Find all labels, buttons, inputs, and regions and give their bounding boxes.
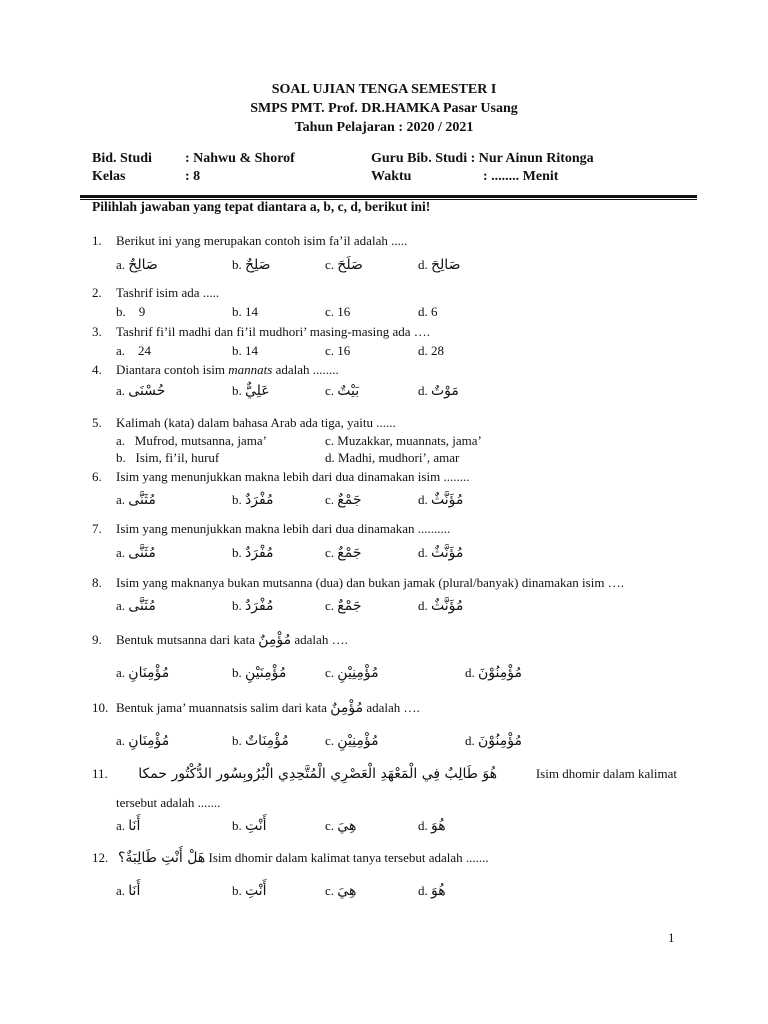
option-b: b. مُفْرَدٌ [232,545,274,561]
question-text: Isim dhomir dalam kalimat [535,766,677,781]
question-number: 6. [92,469,102,484]
question-number: 11. [92,766,108,781]
option-c: c. مُؤْمِنِيْنِ [325,733,379,749]
question-text: Tashrif fi’il madhi dan fi’il mudhori’ masing-masing ada …. [116,324,431,339]
academic-year: Tahun Pelajaran : 2020 / 2021 [294,120,474,135]
option-c: c. بَيْتٌ [325,383,360,399]
option-c: c. Muzakkar, muannats, jama’ [325,433,482,448]
question-text: Isim yang menunjukkan makna lebih dari dua dinamakan .......... [116,521,451,536]
question-text: هَلْ أَنْتِ طَالِبَةٌ؟ Isim dhomir dalam kalimat tanya tersebut adalah ....... [118,850,489,866]
option-c: c. جَمْعٌ [325,492,362,508]
option-b: b. مُؤْمِنَيْنِ [232,665,287,681]
option-b: b. مُفْرَدٌ [232,598,274,614]
question-text: Isim yang menunjukkan makna lebih dari dua dinamakan isim ........ [116,469,470,484]
option-b: b. مُفْرَدٌ [232,492,274,508]
option-b: b. أَنْتِ [232,818,267,834]
question-text: Isim yang maknanya bukan mutsanna (dua) dan bukan jamak (plural/banyak) dinamakan isim …. [116,575,624,590]
option-a: a. Mufrod, mutsanna, jama’ [116,433,267,448]
school-name: SMPS PMT. Prof. DR.HAMKA Pasar Usang [250,101,518,116]
class-label: Kelas [92,169,126,184]
option-d: d. Madhi, mudhori’, amar [325,450,460,465]
option-d: d. مُؤْمِنُوْنَ [465,665,522,681]
option-d: d. مُؤَنَّثٌ [418,492,464,508]
option-c: c. 16 [325,343,351,358]
class-value: : 8 [185,169,201,184]
time-value: : ........ Menit [483,169,559,184]
option-c: c. جَمْعٌ [325,545,362,561]
question-number: 5. [92,415,102,430]
option-a: a. مُثَنَّى [116,492,156,508]
option-c: c. مُؤْمِنِيْنِ [325,665,379,681]
option-a: a. مُثَنَّى [116,545,156,561]
option-d: d. هُوَ [418,883,446,899]
question-text: Tashrif isim ada ..... [116,285,220,300]
question-text: tersebut adalah ....... [116,795,221,810]
option-a: a. مُثَنَّى [116,598,156,614]
question-number: 4. [92,362,102,377]
option-a: a. صَالِحٌ [116,257,158,273]
arabic-word: مُؤْمِنٌ [258,632,292,648]
option-b: b. عَلِيٌّ [232,383,270,399]
option-d: d. 28 [418,343,444,358]
subject-value: : Nahwu & Shorof [185,151,295,166]
option-b: b. مُؤْمِنَاتٌ [232,733,289,749]
instruction: Pilihlah jawaban yang tepat diantara a, b, c, d, berikut ini! [92,199,431,214]
option-a: a. حُسْنَى [116,383,166,399]
arabic-sentence: هُوَ طَالِبٌ فِي الْمَعْهَدِ الْعَصْرِي الْمُتَّحِدِي الْبُرُوبِسُور الدُّكْتُور حمكا [138,766,497,782]
option-d: d. صَالِحَ [418,257,461,273]
option-d: d. 6 [418,304,438,319]
question-11 [92,766,677,786]
option-a: a. 24 [116,343,152,358]
option-b: b. صَلِحٌ [232,257,271,273]
option-d: d. هُوَ [418,818,446,834]
divider-thick [80,195,697,198]
arabic-sentence: هَلْ أَنْتِ طَالِبَةٌ؟ [118,850,206,866]
teacher-label: Guru Bib. Studi : Nur Ainun Ritonga [371,151,594,166]
question-number: 2. [92,285,102,300]
option-a: b. 9 [116,304,146,319]
option-c: c. هِيَ [325,883,357,899]
question-text: Bentuk jama’ muannatsis salim dari kata مُؤْمِنٌ adalah …. [116,700,420,716]
option-d: d. مَوْتٌ [418,383,459,399]
option-b: b. 14 [232,304,258,319]
option-a: a. مُؤْمِنَانِ [116,733,170,749]
option-c: c. 16 [325,304,351,319]
time-label: Waktu [371,169,412,184]
question-text: Bentuk mutsanna dari kata مُؤْمِنٌ adalah …. [116,632,348,648]
option-c: c. هِيَ [325,818,357,834]
question-number: 9. [92,632,102,647]
exam-title: SOAL UJIAN TENGA SEMESTER I [271,82,497,97]
subject-label: Bid. Studi [92,151,152,166]
arabic-word: مُؤْمِنٌ [330,700,364,716]
option-d: d. مُؤَنَّثٌ [418,545,464,561]
question-text: Diantara contoh isim mannats adalah ........ [116,362,339,377]
question-text: Berikut ini yang merupakan contoh isim fa’il adalah ..... [116,233,408,248]
question-number: 10. [92,700,109,715]
emphasized-term: mannats [228,362,273,377]
option-b: b. 14 [232,343,258,358]
question-number: 7. [92,521,102,536]
question-number: 1. [92,233,102,248]
exam-header [0,80,768,137]
option-a: a. أَنَا [116,818,141,834]
option-c: c. جَمْعٌ [325,598,362,614]
option-b: b. أَنْتِ [232,883,267,899]
option-a: a. مُؤْمِنَانِ [116,665,170,681]
option-b: b. Isim, fi’il, huruf [116,450,220,465]
option-c: c. صَلَحَ [325,257,363,273]
question-text: Kalimah (kata) dalam bahasa Arab ada tiga, yaitu ...... [116,415,396,430]
option-a: a. أَنَا [116,883,141,899]
question-number: 3. [92,324,102,339]
page-number: 1 [668,930,675,945]
question-number: 12. [92,850,109,865]
option-d: d. مُؤْمِنُوْنَ [465,733,522,749]
option-d: d. مُؤَنَّثٌ [418,598,464,614]
question-number: 8. [92,575,102,590]
